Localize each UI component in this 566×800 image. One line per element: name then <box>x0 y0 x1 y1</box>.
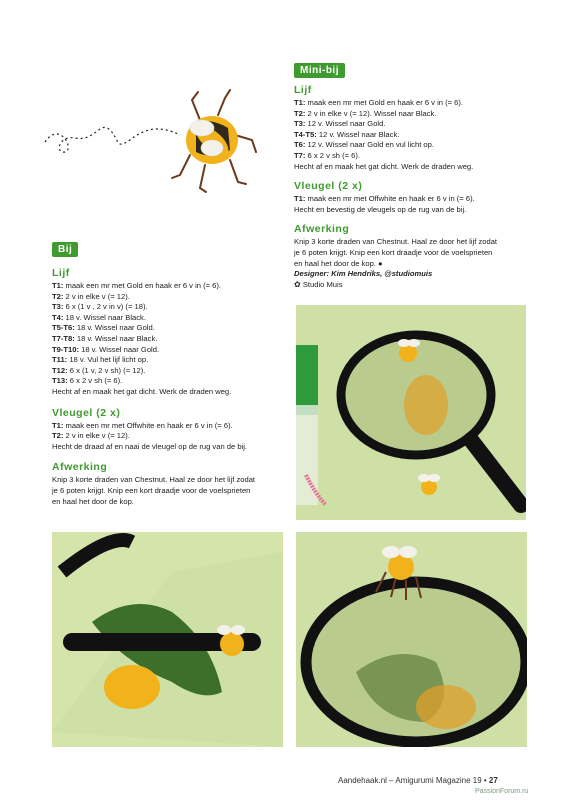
instruction-row <box>294 151 544 162</box>
instruction-text: 6 x 2 v sh (= 6). <box>305 150 361 160</box>
instruction-row <box>294 119 544 130</box>
instruction-round: T1: <box>294 98 306 107</box>
instruction-round: T7-T8: <box>52 333 75 343</box>
bij-vleugel-instructions <box>52 421 288 442</box>
mini-afwerking-heading: Afwerking <box>294 223 350 236</box>
bee-flight-illustration <box>40 80 260 200</box>
instruction-text: 2 v in elke v (= 12). Wissel naar Black. <box>305 108 437 118</box>
instruction-text: 18 v. Wissel naar Gold. <box>74 323 155 333</box>
instruction-row <box>294 140 544 151</box>
instruction-text: maak een mr met Gold en haak er 6 v in (= 6). <box>305 98 464 107</box>
instruction-row <box>52 281 288 292</box>
studio-credit <box>294 280 544 291</box>
mini-afwerking-line: en haal het door de kop. ● <box>294 258 383 268</box>
instruction-text: 18 v. Vul het lijf licht op. <box>67 355 149 365</box>
mini-vleugel-instructions <box>294 194 544 205</box>
mini-lijf-instructions <box>294 98 544 162</box>
instruction-row <box>52 302 288 313</box>
instruction-row <box>52 345 288 356</box>
instruction-text: 18 v. Wissel naar Black. <box>74 333 158 343</box>
mini-vleugel-end: Hecht en bevestig de vleugels op de rug van de bij. <box>294 204 467 214</box>
instruction-text: 12 v. Wissel naar Black. <box>316 129 400 139</box>
instruction-round: T3: <box>52 302 64 312</box>
instruction-text: maak een mr met Offwhite en haak er 6 v in (= 6). <box>63 420 233 430</box>
instruction-text: maak een mr met Offwhite en haak er 6 v in (= 6). <box>305 194 475 204</box>
instruction-text: 12 v. Wissel naar Gold en vul licht op. <box>305 140 434 150</box>
photo-bees-magnifier-1 <box>296 305 526 520</box>
instruction-text: 12 v. Wissel naar Gold. <box>305 119 386 129</box>
designer-credit: Designer: Kim Hendriks, @studiomuis <box>294 269 433 279</box>
instruction-row <box>294 98 544 109</box>
instruction-round: T4-T5: <box>294 129 317 139</box>
instruction-round: T6: <box>294 140 306 150</box>
instruction-round: T1: <box>294 194 306 204</box>
watermark: PassionForum.ru <box>475 788 529 795</box>
instruction-round: T9-T10: <box>52 344 80 354</box>
instruction-round: T7: <box>294 150 306 160</box>
instruction-round: T12: <box>52 365 68 375</box>
bij-lijf-end: Hecht af en maak het gat dicht. Werk de draden weg. <box>52 386 232 396</box>
bij-lijf-heading: Lijf <box>52 267 70 279</box>
instruction-round: T2: <box>52 431 64 441</box>
instruction-row <box>52 313 288 324</box>
instruction-round: T2: <box>52 291 64 301</box>
bij-afwerking-line: Knip 3 korte draden van Chestnut. Haal ze door het lijf zodat <box>52 475 256 485</box>
instruction-text: 6 x 2 v sh (= 6). <box>67 376 123 386</box>
photo-bee-on-magnifier <box>296 532 527 747</box>
instruction-row <box>52 366 288 377</box>
instruction-row <box>294 130 544 141</box>
instruction-text: 6 x (1 v, 2 v sh) (= 12). <box>67 365 146 375</box>
mini-vleugel-heading: Vleugel (2 x) <box>294 180 363 193</box>
instruction-round: T2: <box>294 108 306 118</box>
section-tag-mini-bij: Mini-bij <box>294 63 345 78</box>
bij-vleugel-heading: Vleugel (2 x) <box>52 406 121 419</box>
instruction-text: 6 x (1 v , 2 v in v) (= 18). <box>63 302 148 312</box>
page-footer <box>338 776 548 785</box>
instruction-round: T5-T6: <box>52 323 75 333</box>
bij-vleugel-end: Hecht de draad af en naai de vleugel op de rug van de bij. <box>52 441 248 451</box>
mini-afwerking-line: Knip 3 korte draden van Chestnut. Haal ze door het lijf zodat <box>294 237 498 247</box>
mini-lijf-end: Hecht af en maak het gat dicht. Werk de draden weg. <box>294 161 474 171</box>
instruction-round: T3: <box>294 119 306 129</box>
instruction-row <box>52 421 288 432</box>
instruction-text: maak een mr met Gold en haak er 6 v in (= 6). <box>63 281 222 290</box>
instruction-row <box>52 323 288 334</box>
instruction-round: T13: <box>52 376 68 386</box>
studio-name: Studio Muis <box>302 279 343 289</box>
page-number: 27 <box>488 776 498 785</box>
footer-bullet: • <box>483 776 489 785</box>
mini-bee-illustration <box>40 80 260 200</box>
photo-bees-magnifier-2 <box>52 532 283 747</box>
instruction-row <box>52 334 288 345</box>
instruction-row <box>52 431 288 442</box>
instruction-row <box>52 292 288 303</box>
instruction-row <box>294 109 544 120</box>
instruction-round: T11: <box>52 355 68 365</box>
mini-afwerking-line: je 6 poten krijgt. Knip een kort draadje voor de voelsprieten <box>294 247 493 257</box>
instruction-round: T1: <box>52 420 64 430</box>
instruction-round: T4: <box>52 312 64 322</box>
instruction-row <box>52 355 288 366</box>
mini-lijf-heading: Lijf <box>294 84 312 96</box>
instruction-text: 2 v in elke v (= 12). <box>63 291 130 301</box>
section-tag-bij: Bij <box>52 242 78 257</box>
footer-text: Aandehaak.nl – Amigurumi Magazine 19 <box>338 776 482 785</box>
instruction-text: 18 v. Wissel naar Black. <box>63 312 146 322</box>
bij-lijf-instructions <box>52 281 288 387</box>
bij-afwerking-line: en haal het door de kop. <box>52 496 134 506</box>
studio-logo-icon: ✿ <box>294 279 301 289</box>
instruction-row <box>52 376 288 387</box>
instruction-round: T1: <box>52 281 64 290</box>
instruction-text: 2 v in elke v (= 12). <box>63 431 130 441</box>
instruction-row <box>294 194 544 205</box>
bij-afwerking-heading: Afwerking <box>52 461 108 474</box>
bij-afwerking-line: je 6 poten krijgt. Knip een kort draadje voor de voelsprieten <box>52 485 251 495</box>
instruction-text: 18 v. Wissel naar Gold. <box>79 344 160 354</box>
